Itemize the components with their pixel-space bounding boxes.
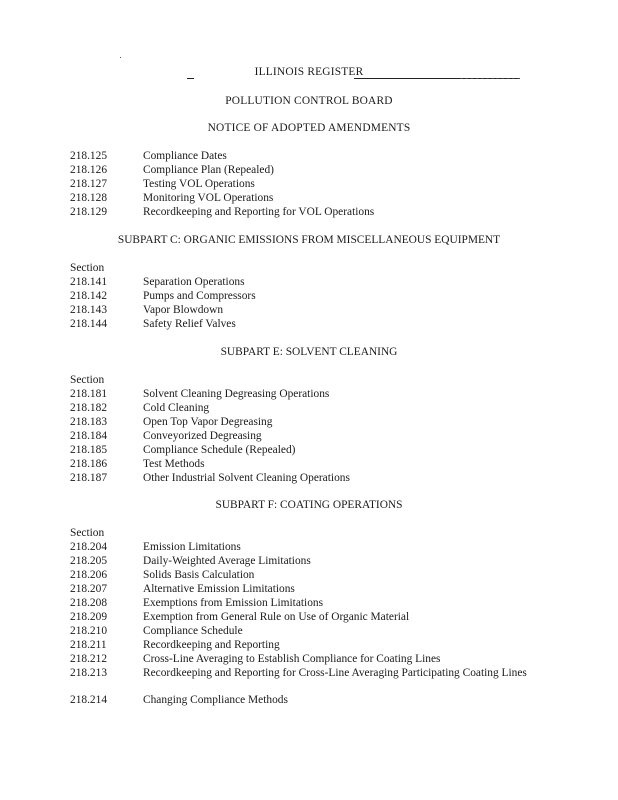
section-title: Open Top Vapor Degreasing [143,416,273,428]
section-title: Vapor Blowdown [143,304,224,316]
header-dashed-rule [460,78,520,79]
section-number: 218.184 [70,430,108,442]
section-title: Exemption from General Rule on Use of Organic Material [143,611,410,623]
toc-row [0,402,618,416]
toc-row [0,625,618,639]
section-title: Cold Cleaning [143,402,210,414]
toc-row [0,458,618,472]
section-title: Recordkeeping and Reporting for Cross-Line Averaging Participating Coating Lines [143,667,527,679]
section-number: 218.206 [70,569,108,581]
subpart-e-heading: SUBPART E: SOLVENT CLEANING [220,346,398,358]
section-column-label: Section [70,527,105,539]
section-number: 218.204 [70,541,108,553]
section-title: Compliance Schedule (Repealed) [143,444,296,456]
section-number: 218.144 [70,318,108,330]
register-title: ILLINOIS REGISTER [254,66,364,78]
notice-title: NOTICE OF ADOPTED AMENDMENTS [207,122,411,134]
toc-row [0,192,618,206]
subpart-f-heading: SUBPART F: COATING OPERATIONS [215,499,403,511]
section-title: Recordkeeping and Reporting for VOL Operations [143,206,375,218]
toc-row [0,276,618,290]
section-title: Testing VOL Operations [143,178,255,190]
scan-speck [120,57,121,58]
section-number: 218.205 [70,555,108,567]
section-title: Separation Operations [143,276,245,288]
section-title: Recordkeeping and Reporting [143,639,280,651]
register-heading [0,66,618,78]
section-column-label: Section [70,374,105,386]
section-title: Test Methods [143,458,205,470]
section-title: Cross-Line Averaging to Establish Compliance for Coating Lines [143,653,441,665]
section-title: Daily-Weighted Average Limitations [143,555,311,567]
section-number: 218.142 [70,290,108,302]
toc-row [0,388,618,402]
toc-row [0,150,618,164]
section-title: Exemptions from Emission Limitations [143,597,324,609]
header-short-rule [187,78,194,79]
section-number: 218.183 [70,416,108,428]
toc-row [0,667,618,694]
toc-row [0,318,618,332]
section-number: 218.129 [70,206,108,218]
toc-row [0,430,618,444]
section-number: 218.208 [70,597,108,609]
subpart-c-heading: SUBPART C: ORGANIC EMISSIONS FROM MISCELLANEOUS EQUIPMENT [117,234,501,246]
section-number: 218.212 [70,653,108,665]
toc-row [0,569,618,583]
section-column-label: Section [70,262,105,274]
toc-row [0,583,618,597]
section-number: 218.214 [70,694,108,706]
toc-row [0,444,618,458]
section-title: Changing Compliance Methods [143,694,288,706]
section-number: 218.125 [70,150,108,162]
toc-row [0,597,618,611]
section-number: 218.207 [70,583,108,595]
section-number: 218.210 [70,625,108,637]
section-number: 218.181 [70,388,108,400]
section-title: Emission Limitations [143,541,241,553]
section-title: Safety Relief Valves [143,318,236,330]
toc-row [0,639,618,653]
toc-row [0,611,618,625]
section-title: Conveyorized Degreasing [143,430,262,442]
section-number: 218.141 [70,276,108,288]
section-title: Solvent Cleaning Degreasing Operations [143,388,330,400]
section-number: 218.126 [70,164,108,176]
toc-row [0,694,618,708]
toc-row [0,178,618,192]
toc-row [0,304,618,318]
section-title: Solids Basis Calculation [143,569,255,581]
toc-row [0,555,618,569]
section-number: 218.209 [70,611,108,623]
toc-row [0,472,618,486]
section-title: Compliance Plan (Repealed) [143,164,274,176]
section-number: 218.213 [70,667,108,679]
section-title: Alternative Emission Limitations [143,583,295,595]
section-title: Pumps and Compressors [143,290,256,302]
section-title: Compliance Dates [143,150,227,162]
section-number: 218.187 [70,472,108,484]
section-title: Other Industrial Solvent Cleaning Operations [143,472,350,484]
section-number: 218.182 [70,402,108,414]
section-title: Compliance Schedule [143,625,243,637]
section-title: Monitoring VOL Operations [143,192,274,204]
board-title: POLLUTION CONTROL BOARD [225,95,393,107]
toc-row [0,290,618,304]
section-number: 218.143 [70,304,108,316]
section-number: 218.211 [70,639,107,651]
section-number: 218.185 [70,444,108,456]
toc-row [0,206,618,220]
toc-row [0,164,618,178]
toc-row [0,541,618,555]
toc-row [0,653,618,667]
section-number: 218.186 [70,458,108,470]
section-number: 218.128 [70,192,108,204]
section-number: 218.127 [70,178,108,190]
toc-row [0,416,618,430]
